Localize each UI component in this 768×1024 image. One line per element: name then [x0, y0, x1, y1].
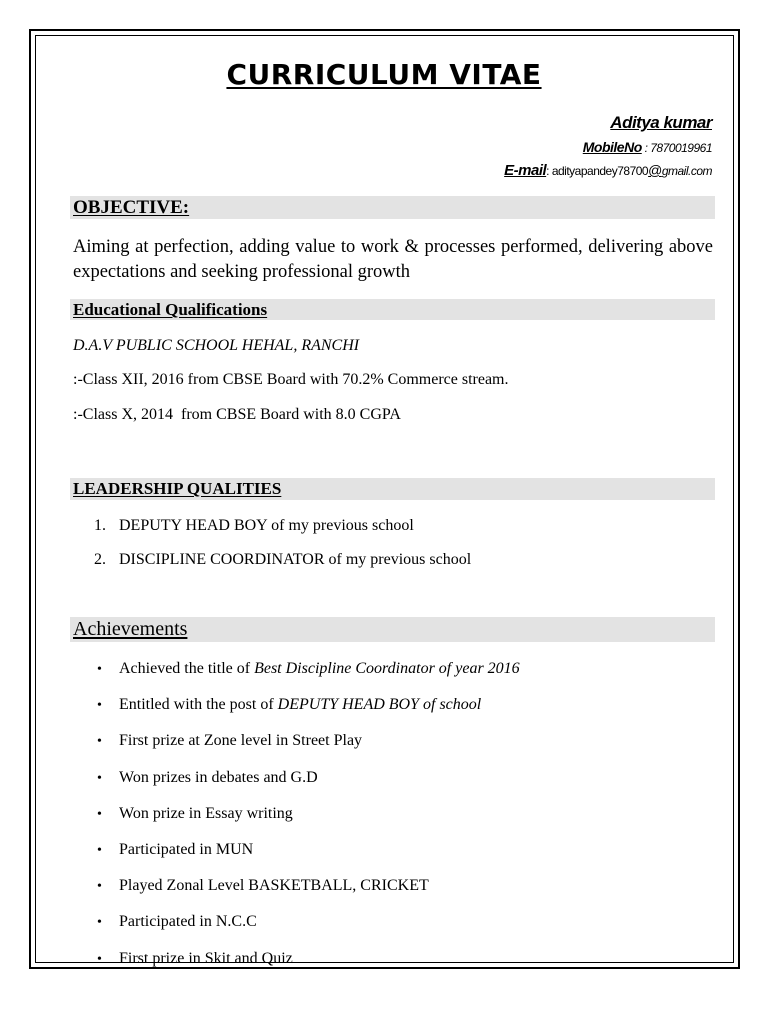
bullet-icon: • — [97, 915, 102, 931]
achievement-item — [97, 913, 257, 931]
bullet-icon: • — [97, 951, 102, 967]
education-heading-text: Educational Qualifications — [73, 300, 268, 319]
education-line-1: :-Class XII, 2016 from CBSE Board with 70.2% Commerce stream. — [73, 371, 509, 388]
achievement-text: Participated in MUN — [119, 841, 254, 858]
objective-heading-text: OBJECTIVE: — [73, 197, 190, 218]
achievement-item — [97, 732, 362, 750]
bullet-icon: • — [97, 806, 102, 822]
objective-heading — [70, 196, 715, 219]
achievement-highlight: Best Discipline Coordinator of year 2016 — [254, 660, 520, 677]
achievement-text: Participated in N.C.C — [119, 913, 257, 931]
achievement-item — [97, 660, 520, 678]
candidate-name: Aditya kumar — [610, 113, 712, 132]
document-title — [0, 58, 768, 91]
leadership-item — [94, 551, 471, 569]
leadership-item-number: 1. — [94, 517, 106, 534]
achievement-item — [97, 877, 429, 895]
achievement-text: Won prize in Essay writing — [119, 804, 293, 822]
title-text: CURRICULUM VITAE — [226, 58, 542, 91]
bullet-icon: • — [97, 698, 102, 714]
mobile-line — [583, 139, 712, 155]
bullet-icon: • — [97, 662, 102, 677]
achievement-item — [97, 805, 293, 823]
achievement-item — [97, 950, 293, 968]
achievement-text: Won prizes in debates and G.D — [119, 768, 318, 786]
achievements-heading — [70, 617, 715, 642]
email-at: @ — [648, 162, 662, 178]
leadership-item-text: DISCIPLINE COORDINATOR of my previous school — [119, 551, 472, 568]
education-heading — [70, 299, 715, 320]
achievements-heading-text: Achievements — [73, 618, 188, 640]
school-name: D.A.V PUBLIC SCHOOL HEHAL, RANCHI — [73, 337, 360, 354]
email-user: : adityapandey78700 — [546, 164, 649, 178]
leadership-item — [94, 517, 414, 535]
email-line — [504, 162, 712, 179]
bullet-icon: • — [97, 770, 102, 786]
achievement-highlight: DEPUTY HEAD BOY of school — [277, 696, 482, 714]
bullet-icon: • — [97, 734, 102, 750]
achievement-text: Achieved the title of — [119, 660, 255, 677]
leadership-item-text: DEPUTY HEAD BOY of my previous school — [119, 517, 414, 534]
bullet-icon: • — [97, 879, 102, 895]
achievement-text: First prize in Skit and Quiz — [119, 949, 293, 967]
education-line-2: :-Class X, 2014 from CBSE Board with 8.0 CGPA — [73, 406, 401, 423]
achievement-item — [97, 769, 318, 787]
leadership-heading — [70, 478, 715, 500]
achievement-text: Entitled with the post of — [119, 696, 278, 714]
leadership-item-number: 2. — [94, 551, 106, 568]
achievement-text: Played Zonal Level BASKETBALL, CRICKET — [119, 877, 429, 895]
email-domain: gmail.com — [661, 164, 712, 178]
leadership-heading-text: LEADERSHIP QUALITIES — [73, 479, 282, 498]
email-label: E-mail — [504, 162, 547, 179]
mobile-label: MobileNo — [582, 139, 642, 155]
achievement-item — [97, 696, 481, 714]
objective-text: Aiming at perfection, adding value to work & processes performed, delivering above expectations and seeking professional growth — [73, 237, 713, 282]
bullet-icon: • — [97, 843, 102, 858]
achievement-item — [97, 841, 253, 859]
achievement-text: First prize at Zone level in Street Play — [119, 732, 363, 750]
mobile-value: : 7870019961 — [641, 141, 712, 155]
